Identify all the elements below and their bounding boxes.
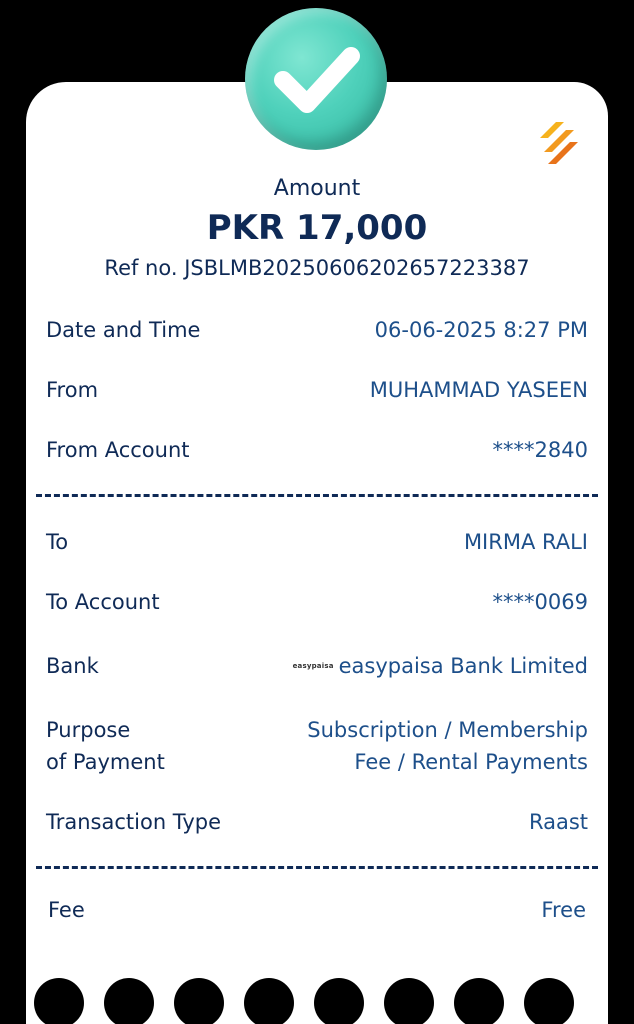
scallop bbox=[34, 978, 84, 1024]
bank-value-group bbox=[293, 650, 588, 682]
scallop bbox=[314, 978, 364, 1024]
success-badge bbox=[245, 8, 387, 150]
purpose-label-line2: of Payment bbox=[46, 750, 165, 774]
receipt-scalloped-edge bbox=[26, 978, 608, 1024]
detail-row-bank bbox=[46, 650, 588, 682]
from-label: From bbox=[46, 378, 99, 402]
amount-value: PKR 17,000 bbox=[206, 208, 428, 248]
divider bbox=[36, 866, 598, 869]
detail-row-from bbox=[46, 374, 588, 406]
detail-row-to bbox=[46, 526, 588, 558]
to-value: MIRMA RALI bbox=[463, 530, 588, 554]
fee-value: Free bbox=[541, 898, 586, 922]
purpose-label-line1: Purpose bbox=[46, 718, 131, 742]
bank-value: easypaisa Bank Limited bbox=[338, 654, 588, 678]
date-label: Date and Time bbox=[46, 318, 201, 342]
scallop bbox=[524, 978, 574, 1024]
type-value: Raast bbox=[528, 810, 588, 834]
detail-row-to-account bbox=[46, 586, 588, 618]
check-icon bbox=[245, 8, 387, 150]
to-account-value: ****0069 bbox=[492, 590, 588, 614]
scallop bbox=[244, 978, 294, 1024]
purpose-value-line1: Subscription / Membership bbox=[307, 718, 588, 742]
to-label: To bbox=[46, 530, 69, 554]
divider bbox=[36, 494, 598, 497]
bank-label: Bank bbox=[46, 654, 99, 678]
from-account-label: From Account bbox=[46, 438, 190, 462]
type-label: Transaction Type bbox=[46, 810, 222, 834]
from-account-value: ****2840 bbox=[492, 438, 588, 462]
detail-row-type bbox=[46, 806, 588, 838]
scallop bbox=[174, 978, 224, 1024]
detail-row-purpose bbox=[46, 714, 588, 778]
date-value: 06-06-2025 8:27 PM bbox=[374, 318, 588, 342]
easypaisa-logo-icon: easypaisa bbox=[292, 662, 334, 670]
from-value: MUHAMMAD YASEEN bbox=[369, 378, 588, 402]
amount-label: Amount bbox=[273, 176, 361, 201]
purpose-label bbox=[46, 714, 165, 778]
detail-row-date bbox=[46, 314, 588, 346]
scallop bbox=[454, 978, 504, 1024]
to-account-label: To Account bbox=[46, 590, 160, 614]
detail-row-from-account bbox=[46, 434, 588, 466]
reference-number: Ref no. JSBLMB20250606202657223387 bbox=[104, 256, 530, 280]
purpose-value-line2: Fee / Rental Payments bbox=[354, 750, 588, 774]
fee-label: Fee bbox=[48, 898, 85, 922]
brand-logo-icon bbox=[534, 118, 582, 166]
detail-row-fee bbox=[48, 894, 586, 926]
scallop bbox=[104, 978, 154, 1024]
scallop bbox=[384, 978, 434, 1024]
purpose-value bbox=[307, 714, 588, 778]
